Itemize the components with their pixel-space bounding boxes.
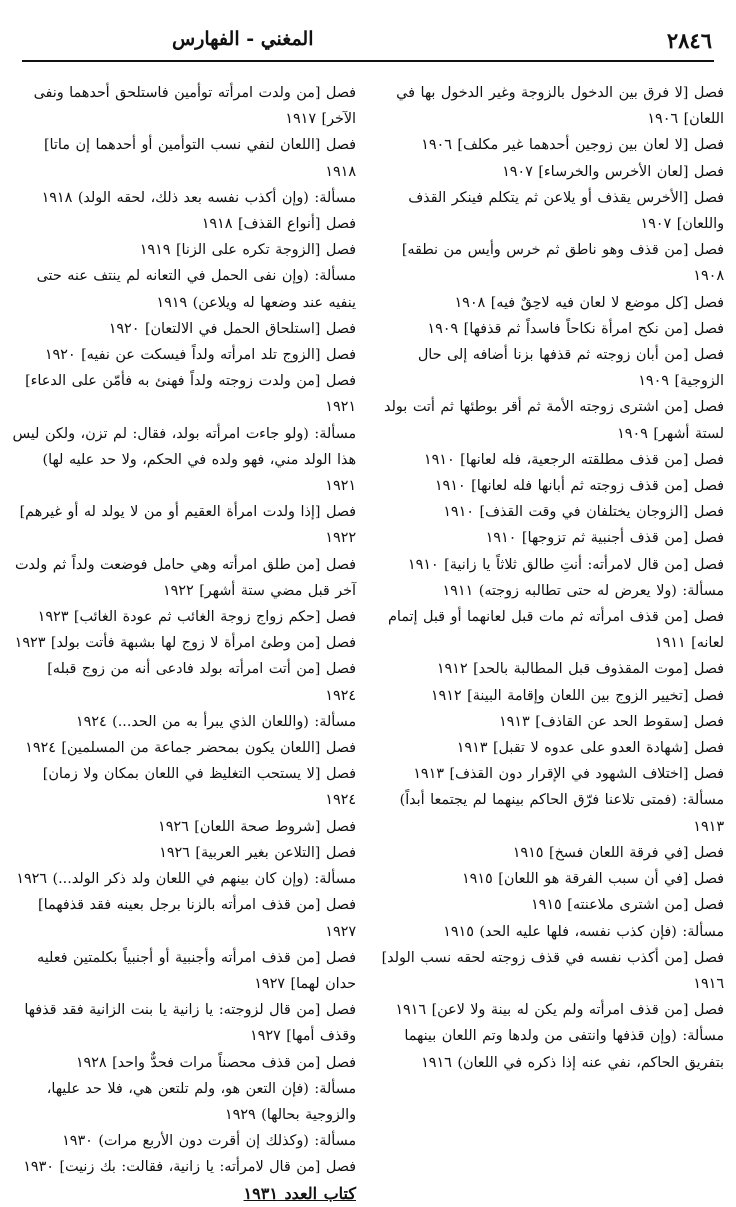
index-entry: فصل [الأخرس يقذف أو يلاعن ثم يتكلم فينكر القذف واللعان] ١٩٠٧	[408, 189, 724, 233]
index-entry: مسألة: (ولو جاءت امرأته بولد، فقال: لم تزن، ولكن ليس هذا الولد مني، فهو ولده في الحكم، ولا حد عليه لها) ١٩٢١	[12, 425, 356, 495]
index-entry: فصل [من قال لزوجته: يا زانية يا بنت الزانية فقد قذفها وقذف أمها] ١٩٢٧	[24, 1002, 356, 1045]
index-entry: فصل [الزوجة تكره على الزنا] ١٩١٩	[139, 242, 356, 259]
index-entry: فصل [لعان الأخرس والخرساء] ١٩٠٧	[502, 163, 724, 180]
index-entry: مسألة: (وإن قذفها وانتفى من ولدها وتم اللعان بينهما بتفريق الحاكم، نفي عنه إذا ذكره في اللعان) ١٩١٦	[404, 1028, 724, 1071]
page-number: ٢٨٤٦	[666, 28, 712, 53]
index-entry: فصل [من اشترى زوجته الأمة ثم أقر بوطئها ثم أتت بولد لستة أشهر] ١٩٠٩	[384, 399, 724, 442]
index-entry: فصل [في فرقة اللعان فسخ] ١٩١٥	[512, 844, 724, 861]
index-entry: فصل [سقوط الحد عن القاذف] ١٩١٣	[498, 713, 724, 730]
index-entry: فصل [من أتت امرأته بولد فادعى أنه من زوج قبله] ١٩٢٤	[47, 661, 356, 704]
index-entry: فصل [من قذف وهو ناطق ثم خرس وأيس من نطقه] ١٩٠٨	[401, 242, 724, 285]
index-entry: فصل [من قذف امرأته ثم مات قبل لعانهما أو قبل إتمام لعانه] ١٩١١	[388, 609, 724, 652]
index-entry: فصل [من وطئ امرأة لا زوج لها بشبهة فأتت بولد] ١٩٢٣	[14, 635, 356, 652]
index-entry: فصل [من قذف امرأته بالزنا برجل بعينه فقد قذفهما] ١٩٢٧	[38, 897, 356, 940]
index-column-right	[380, 80, 724, 1076]
index-entry: فصل [اللعان يكون بمحضر جماعة من المسلمين] ١٩٢٤	[25, 740, 356, 757]
index-entry: فصل [من ولدت زوجته ولداً فهنئ به فأمّن على الدعاء] ١٩٢١	[25, 373, 356, 416]
index-entry: فصل [شروط صحة اللعان] ١٩٢٦	[158, 818, 356, 835]
index-entry: فصل [من قذف زوجته ثم أبانها فله لعانها] ١٩١٠	[434, 478, 724, 495]
index-entry: فصل [لا فرق بين الدخول بالزوجة وغير الدخول بها في اللعان] ١٩٠٦	[396, 85, 724, 128]
index-entry: فصل [استلحاق الحمل في الالتعان] ١٩٢٠	[108, 320, 356, 337]
index-entry: فصل [اختلاف الشهود في الإقرار دون القذف] ١٩١٣	[413, 766, 724, 783]
index-entry: فصل [من قال لامرأته: أنتِ طالق ثلاثاً يا زانية] ١٩١٠	[407, 556, 724, 573]
index-entry: فصل [الزوج تلد امرأته ولداً فيسكت عن نفيه] ١٩٢٠	[44, 347, 356, 364]
index-entry: فصل [من قال لامرأته: يا زانية، فقالت: بك زنيت] ١٩٣٠	[23, 1159, 356, 1176]
index-entry: مسألة: (وكذلك إن أقرت دون الأربع مرات) ١٩٣٠	[62, 1133, 356, 1150]
index-entry: مسألة: (فمتى تلاعنا فرّق الحاكم بينهما لم يجتمعا أبداً) ١٩١٣	[399, 792, 724, 835]
index-entry: فصل [من طلق امرأته وهي حامل فوضعت ولداً ثم ولدت آخر قبل مضي ستة أشهر] ١٩٢٢	[14, 556, 356, 599]
index-entry: فصل [الزوجان يختلفان في وقت القذف] ١٩١٠	[443, 504, 724, 521]
index-entry: مسألة: (وإن نفى الحمل في التعانه لم ينتف عنه حتى ينفيه عند وضعها له ويلاعن) ١٩١٩	[36, 268, 356, 311]
index-entry: فصل [التلاعن بغير العربية] ١٩٢٦	[159, 844, 356, 861]
index-entry: مسألة: (فإن التعن هو، ولم تلتعن هي، فلا حد عليها، والزوجية بحالها) ١٩٢٩	[46, 1080, 356, 1123]
index-entry: مسألة: (ولا يعرض له حتى تطالبه زوجته) ١٩١١	[442, 582, 724, 599]
index-entry: فصل [كل موضع لا لعان فيه لاحِقٌ فيه] ١٩٠٨	[454, 294, 724, 311]
index-entry: فصل [لا لعان بين زوجين أحدهما غير مكلف] ١٩٠٦	[421, 137, 724, 154]
index-entry: فصل [من قذف امرأته وأجنبية أو أجنبياً بكلمتين فعليه حدان لهما] ١٩٢٧	[37, 949, 356, 992]
index-entry: فصل [لا يستحب التغليظ في اللعان بمكان ولا زمان] ١٩٢٤	[42, 766, 356, 809]
index-entry: فصل [شهادة العدو على عدوه لا تقبل] ١٩١٣	[456, 740, 724, 757]
index-entry: مسألة: (وإن كان بينهم في اللعان ولد ذكر الولد...) ١٩٢٦	[16, 871, 356, 888]
index-entry: كتاب العدد ١٩٣١	[243, 1183, 356, 1203]
index-entry: فصل [أنواع القذف] ١٩١٨	[201, 216, 356, 233]
index-entry: مسألة: (واللعان الذي يبرأ به من الحد...) ١٩٢٤	[75, 713, 356, 730]
index-entry: فصل [في أن سبب الفرقة هو اللعان] ١٩١٥	[462, 871, 724, 888]
index-entry: مسألة: (وإن أكذب نفسه بعد ذلك، لحقه الولد) ١٩١٨	[41, 189, 356, 206]
index-entry: فصل [من اشترى ملاعنته] ١٩١٥	[530, 897, 724, 914]
index-entry: فصل [من نكح امرأة نكاحاً فاسداً ثم قذفها] ١٩٠٩	[427, 320, 724, 337]
index-entry: فصل [موت المقذوف قبل المطالبة بالحد] ١٩١٢	[436, 661, 724, 678]
index-entry: فصل [من ولدت امرأته توأمين فاستلحق أحدهما ونفى الآخر] ١٩١٧	[33, 85, 356, 128]
index-entry: فصل [من قذف محصناً مرات فحدٌّ واحد] ١٩٢٨	[75, 1054, 356, 1071]
index-column-left	[12, 80, 356, 1207]
index-entry: فصل [اللعان لنفي نسب التوأمين أو أحدهما إن ماتا] ١٩١٨	[43, 137, 356, 180]
index-entry: فصل [من أبان زوجته ثم قذفها بزنا أضافه إلى حال الزوجية] ١٩٠٩	[417, 347, 724, 390]
index-entry: فصل [من قذف امرأته ولم يكن له بينة ولا لاعن] ١٩١٦	[395, 1002, 724, 1019]
index-entry: فصل [من أكذب نفسه في قذف زوجته لحقه نسب الولد] ١٩١٦	[381, 949, 724, 992]
index-entry: فصل [حكم زواج زوجة الغائب ثم عودة الغائب] ١٩٢٣	[37, 609, 356, 626]
index-entry: فصل [من قذف أجنبية ثم تزوجها] ١٩١٠	[485, 530, 724, 547]
index-entry: مسألة: (فإن كذب نفسه، فلها عليه الحد) ١٩١٥	[443, 923, 724, 940]
index-entry: فصل [تخيير الزوج بين اللعان وإقامة البينة] ١٩١٢	[430, 687, 724, 704]
running-title: المغني - الفهارس	[172, 28, 314, 50]
index-entry: فصل [من قذف مطلقته الرجعية، فله لعانها] ١٩١٠	[423, 451, 724, 468]
index-entry: فصل [إذا ولدت امرأة العقيم أو من لا يولد له أو غيرهم] ١٩٢٢	[19, 504, 356, 547]
page-header	[22, 26, 714, 62]
